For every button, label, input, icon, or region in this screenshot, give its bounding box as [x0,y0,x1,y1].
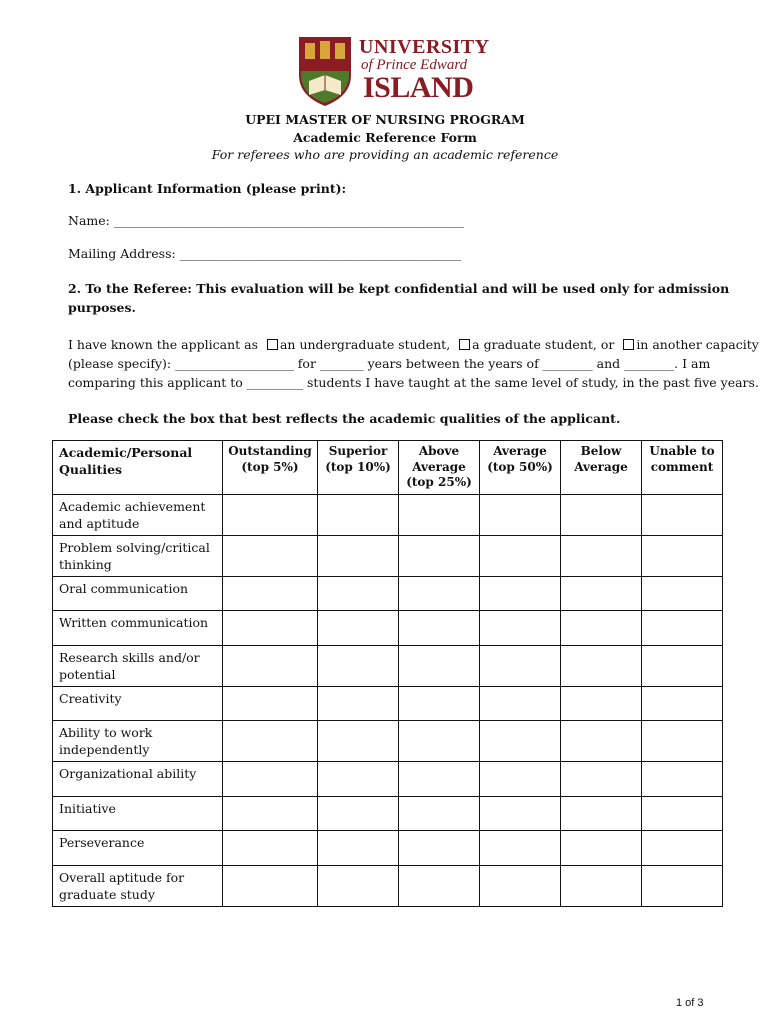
grad-label: a graduate student, or [472,337,619,352]
table-row [53,721,723,762]
rating-cell[interactable] [399,535,480,576]
rating-cell[interactable] [480,762,561,797]
quality-label: Perseverance [53,831,223,866]
rating-cell[interactable] [318,866,399,907]
rating-cell[interactable] [642,866,723,907]
form-subtitle: For referees who are providing an academic reference [211,147,559,162]
rating-cell[interactable] [642,611,723,646]
rating-cell[interactable] [480,611,561,646]
rating-cell[interactable] [223,535,318,576]
rating-cell[interactable] [480,866,561,907]
rating-cell[interactable] [223,494,318,535]
crest-icon [297,35,353,107]
rating-cell[interactable] [561,645,642,686]
known-prefix: I have known the applicant as [68,337,262,352]
rating-cell[interactable] [561,796,642,831]
rating-cell[interactable] [561,686,642,721]
rating-cell[interactable] [318,762,399,797]
header-below-average: Below Average [561,441,642,495]
rating-cell[interactable] [223,611,318,646]
quality-label: Initiative [53,796,223,831]
rating-cell[interactable] [561,762,642,797]
other-capacity-checkbox[interactable] [623,339,634,350]
table-row [53,535,723,576]
table-row [53,576,723,611]
rating-cell[interactable] [399,831,480,866]
rating-cell[interactable] [480,686,561,721]
qualities-table [52,440,723,907]
header-qualities: Academic/Personal Qualities [53,441,223,495]
rating-cell[interactable] [480,796,561,831]
rating-cell[interactable] [642,686,723,721]
program-title: UPEI MASTER OF NURSING PROGRAM [245,112,525,127]
rating-cell[interactable] [561,721,642,762]
rating-cell[interactable] [561,866,642,907]
rating-cell[interactable] [399,645,480,686]
quality-label: Problem solving/critical thinking [53,535,223,576]
university-logo [297,35,490,110]
rating-cell[interactable] [399,866,480,907]
rating-cell[interactable] [642,576,723,611]
table-row [53,611,723,646]
undergrad-label: an undergraduate student, [279,337,455,352]
rating-cell[interactable] [318,796,399,831]
rating-cell[interactable] [318,721,399,762]
rating-cell[interactable] [318,645,399,686]
rating-cell[interactable] [642,535,723,576]
rating-cell[interactable] [561,831,642,866]
rating-cell[interactable] [561,576,642,611]
quality-label: Ability to work independently [53,721,223,762]
rating-cell[interactable] [318,535,399,576]
table-header-row [53,441,723,495]
rating-cell[interactable] [642,494,723,535]
table-row [53,796,723,831]
rating-cell[interactable] [561,535,642,576]
rating-cell[interactable] [642,762,723,797]
rating-cell[interactable] [318,494,399,535]
rating-cell[interactable] [399,576,480,611]
rating-cell[interactable] [480,721,561,762]
rating-cell[interactable] [561,611,642,646]
quality-label: Creativity [53,686,223,721]
name-field[interactable]: Name: ________________________________________________________ [68,213,464,228]
section2-heading-line1: 2. To the Referee: This evaluation will be kept confidential and will be used only for admission [68,281,730,296]
quality-label: Research skills and/or potential [53,645,223,686]
rating-cell[interactable] [223,796,318,831]
logo-island-text: ISLAND [363,71,474,104]
table-row [53,866,723,907]
comparing-line[interactable]: comparing this applicant to _________ students I have taught at the same level of study, in the past five years. [68,375,759,390]
rating-cell[interactable] [399,796,480,831]
rating-cell[interactable] [642,831,723,866]
header-superior: Superior (top 10%) [318,441,399,495]
rating-cell[interactable] [223,645,318,686]
rating-cell[interactable] [480,645,561,686]
rating-cell[interactable] [223,831,318,866]
rating-cell[interactable] [318,611,399,646]
table-row [53,831,723,866]
section1-heading: 1. Applicant Information (please print): [68,181,347,196]
rating-cell[interactable] [399,762,480,797]
rating-cell[interactable] [642,721,723,762]
rating-cell[interactable] [399,686,480,721]
rating-cell[interactable] [480,831,561,866]
rating-cell[interactable] [480,494,561,535]
mailing-address-field[interactable]: Mailing Address: _____________________________________________ [68,246,461,261]
grad-checkbox[interactable] [459,339,470,350]
header-above-average: Above Average (top 25%) [399,441,480,495]
rating-cell[interactable] [480,576,561,611]
rating-cell[interactable] [223,721,318,762]
rating-cell[interactable] [480,535,561,576]
quality-label: Academic achievement and aptitude [53,494,223,535]
rating-cell[interactable] [223,686,318,721]
quality-label: Overall aptitude for graduate study [53,866,223,907]
rating-cell[interactable] [318,831,399,866]
section2-heading-line2: purposes. [68,300,136,315]
rating-cell[interactable] [399,494,480,535]
table-row [53,494,723,535]
quality-label: Oral communication [53,576,223,611]
quality-label: Written communication [53,611,223,646]
other-capacity-label: in another capacity [636,337,759,352]
rating-cell[interactable] [318,686,399,721]
header-average: Average (top 50%) [480,441,561,495]
rating-cell[interactable] [642,645,723,686]
specify-line[interactable]: (please specify): ___________________ for _______ years between the years of ________ and ________. I am [68,356,711,371]
header-outstanding: Outstanding (top 5%) [223,441,318,495]
table-row [53,645,723,686]
logo-pe-text: of Prince Edward [361,57,468,73]
known-applicant-line [68,337,759,352]
rating-cell[interactable] [399,721,480,762]
rating-cell[interactable] [642,796,723,831]
quality-label: Organizational ability [53,762,223,797]
rating-cell[interactable] [223,576,318,611]
instruction-text: Please check the box that best reflects the academic qualities of the applicant. [68,411,621,426]
form-title: Academic Reference Form [293,130,477,145]
rating-cell[interactable] [223,762,318,797]
page-number: 1 of 3 [676,997,704,1009]
rating-cell[interactable] [561,494,642,535]
table-row [53,762,723,797]
table-row [53,686,723,721]
rating-cell[interactable] [318,576,399,611]
logo-university-text: UNIVERSITY [359,36,490,58]
rating-cell[interactable] [223,866,318,907]
undergrad-checkbox[interactable] [267,339,278,350]
header-unable-to-comment: Unable to comment [642,441,723,495]
rating-cell[interactable] [399,611,480,646]
